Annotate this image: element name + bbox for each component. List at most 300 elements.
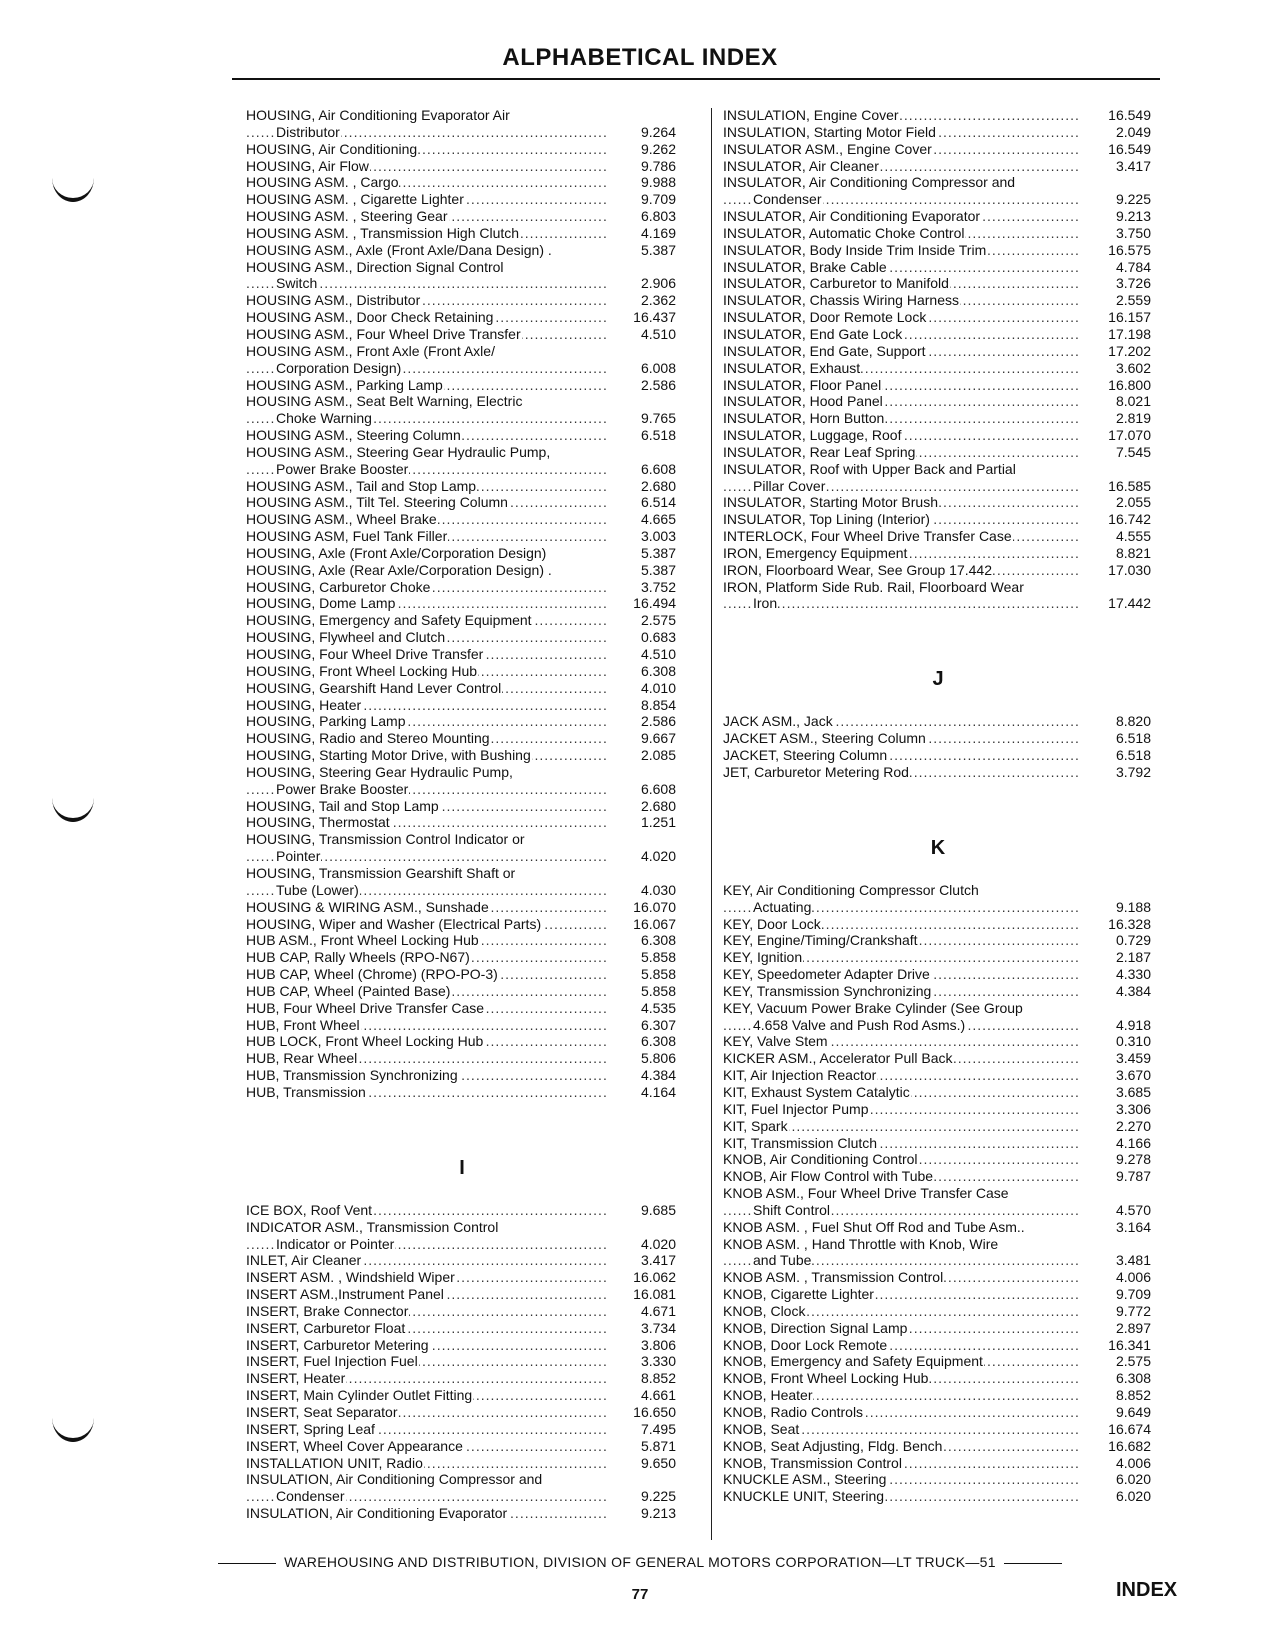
entry-text: HOUSING, Front Wheel Locking Hub xyxy=(246,662,478,679)
entry-page: 9.213 xyxy=(640,1505,676,1522)
index-entry xyxy=(246,899,678,916)
entry-text: KNOB, Air Flow Control with Tube xyxy=(723,1168,934,1185)
entry-page: 16.437 xyxy=(633,309,676,326)
entry-page: 16.081 xyxy=(633,1286,676,1303)
index-entry xyxy=(246,730,678,747)
index-entry xyxy=(246,747,678,764)
entry-page: 9.213 xyxy=(1115,208,1151,225)
index-entry xyxy=(723,932,1153,949)
entry-text: KNOB, Air Conditioning Control xyxy=(723,1151,918,1168)
entry-page: 6.514 xyxy=(640,494,676,511)
entry-text: KNOB, Heater xyxy=(723,1387,813,1404)
entry-page: 6.803 xyxy=(640,208,676,225)
index-entry xyxy=(246,478,678,495)
index-entry xyxy=(246,781,678,798)
entry-page: 3.417 xyxy=(1115,157,1151,174)
index-entry xyxy=(246,1455,678,1472)
entry-text: HUB, Rear Wheel xyxy=(246,1050,358,1067)
index-entry xyxy=(246,124,678,141)
entry-text: INSULATOR, Exhaust xyxy=(723,359,861,376)
entry-page: 4.384 xyxy=(1115,982,1151,999)
entry-page: 2.586 xyxy=(640,713,676,730)
index-entry xyxy=(246,343,678,360)
entry-page: 3.685 xyxy=(1115,1083,1151,1100)
entry-page: 16.070 xyxy=(633,898,676,915)
entry-page: 9.188 xyxy=(1115,898,1151,915)
entry-text: 4.658 Valve and Push Rod Asms.) xyxy=(753,1016,966,1033)
entry-text: HOUSING ASM., Wheel Brake xyxy=(246,511,437,528)
index-entry xyxy=(723,1101,1153,1118)
entry-text: HUB CAP, Wheel (Chrome) (RPO-PO-3) xyxy=(246,966,498,983)
index-entry xyxy=(246,697,678,714)
index-entry xyxy=(723,208,1153,225)
index-entry xyxy=(723,764,1153,781)
entry-text: HOUSING ASM. , Steering Gear xyxy=(246,208,448,225)
publisher-text: WAREHOUSING AND DISTRIBUTION, DIVISION OF GENERAL MOTORS CORPORATION—LT TRUCK—51 xyxy=(284,1554,996,1570)
index-entry xyxy=(723,562,1153,579)
entry-page: 16.067 xyxy=(633,915,676,932)
entry-text: INSERT, Wheel Cover Appearance xyxy=(246,1437,463,1454)
index-entry xyxy=(246,141,678,158)
entry-page: 9.787 xyxy=(1115,1168,1151,1185)
entry-text: HOUSING ASM., Parking Lamp xyxy=(246,376,443,393)
entry-text: INSERT, Main Cylinder Outlet Fitting xyxy=(246,1387,473,1404)
index-entry xyxy=(723,141,1153,158)
entry-text: KNOB, Clock xyxy=(723,1302,806,1319)
index-entry xyxy=(246,444,678,461)
entry-page: 3.481 xyxy=(1115,1252,1151,1269)
entry-text: JACKET, Steering Column xyxy=(723,747,888,764)
entry-page: 16.650 xyxy=(633,1403,676,1420)
entry-text: HOUSING ASM. , Transmission High Clutch xyxy=(246,224,520,241)
entry-page: 4.671 xyxy=(640,1302,676,1319)
entry-text: JACKET ASM., Steering Column xyxy=(723,730,926,747)
index-entry xyxy=(246,1370,678,1387)
entry-page: 5.387 xyxy=(640,241,676,258)
entry-text: HOUSING ASM., Seat Belt Warning, Electric xyxy=(246,393,523,410)
entry-text: KNOB ASM., Four Wheel Drive Transfer Case xyxy=(723,1185,1009,1202)
entry-page: 0.310 xyxy=(1115,1033,1151,1050)
entry-text: HOUSING, Steering Gear Hydraulic Pump, xyxy=(246,763,513,780)
entry-page: 8.852 xyxy=(640,1370,676,1387)
entry-text: KNOB ASM. , Hand Throttle with Knob, Wire xyxy=(723,1235,999,1252)
entry-text: HOUSING, Gearshift Hand Lever Control xyxy=(246,679,502,696)
page-title: ALPHABETICAL INDEX xyxy=(502,44,778,71)
entry-page: 2.085 xyxy=(640,747,676,764)
entry-text: KNOB, Emergency and Safety Equipment xyxy=(723,1353,983,1370)
entry-text: HOUSING ASM., Front Axle (Front Axle/ xyxy=(246,342,495,359)
entry-text: HOUSING, Air Conditioning xyxy=(246,140,418,157)
index-entry xyxy=(246,831,678,848)
index-entry xyxy=(246,966,678,983)
entry-text: HOUSING, Parking Lamp xyxy=(246,713,406,730)
index-entry xyxy=(723,1488,1153,1505)
entry-page: 3.726 xyxy=(1115,275,1151,292)
entry-text: INSULATOR, End Gate, Support xyxy=(723,342,926,359)
entry-page: 4.555 xyxy=(1115,528,1151,545)
index-entry xyxy=(246,1017,678,1034)
index-entry xyxy=(723,1202,1153,1219)
entry-page: 2.680 xyxy=(640,797,676,814)
index-entry xyxy=(246,663,678,680)
entry-page: 6.308 xyxy=(640,662,676,679)
index-entry xyxy=(246,1252,678,1269)
entry-text: INSULATOR, Top Lining (Interior) xyxy=(723,511,930,528)
entry-page: 2.049 xyxy=(1115,123,1151,140)
entry-page: 16.682 xyxy=(1108,1437,1151,1454)
entry-text: HOUSING, Transmission Control Indicator or xyxy=(246,831,525,848)
index-entry xyxy=(246,528,678,545)
entry-text: JET, Carburetor Metering Rod xyxy=(723,763,909,780)
index-entry xyxy=(723,1033,1153,1050)
entry-text: ICE BOX, Roof Vent xyxy=(246,1201,373,1218)
entry-text: INSERT, Carburetor Metering xyxy=(246,1336,429,1353)
entry-page: 4.535 xyxy=(640,999,676,1016)
index-entry xyxy=(723,1067,1153,1084)
entry-text: HOUSING ASM., Steering Gear Hydraulic Pump, xyxy=(246,443,551,460)
index-entry xyxy=(723,882,1153,899)
entry-text: INSULATION, Air Conditioning Evaporator xyxy=(246,1505,508,1522)
entry-page: 16.585 xyxy=(1108,477,1151,494)
entry-text: HOUSING ASM., Four Wheel Drive Transfer xyxy=(246,325,521,342)
entry-page: 5.387 xyxy=(640,544,676,561)
entry-page: 16.157 xyxy=(1108,309,1151,326)
index-list-j xyxy=(723,713,1153,780)
index-entry xyxy=(246,629,678,646)
entry-text: HOUSING, Radio and Stereo Mounting xyxy=(246,730,490,747)
entry-text: KEY, Vacuum Power Brake Cylinder (See Group xyxy=(723,999,1023,1016)
index-entry xyxy=(723,292,1153,309)
section-label: INDEX xyxy=(1116,1579,1178,1601)
index-entry xyxy=(246,393,678,410)
entry-text: Corporation Design) xyxy=(276,359,402,376)
index-entry xyxy=(246,882,678,899)
entry-text: KNUCKLE UNIT, Steering xyxy=(723,1488,885,1505)
entry-text: Iron xyxy=(753,595,778,612)
entry-text: INSERT ASM. , Windshield Wiper xyxy=(246,1269,455,1286)
entry-page: 4.510 xyxy=(640,325,676,342)
entry-text: KEY, Ignition xyxy=(723,949,803,966)
entry-page: 9.786 xyxy=(640,157,676,174)
index-entry xyxy=(723,1252,1153,1269)
entry-page: 17.070 xyxy=(1108,427,1151,444)
index-entry xyxy=(246,646,678,663)
entry-text: INSULATOR, Automatic Choke Control xyxy=(723,224,965,241)
index-entry xyxy=(723,461,1153,478)
index-entry xyxy=(246,1000,678,1017)
entry-text: KIT, Fuel Injector Pump xyxy=(723,1100,869,1117)
entry-text: Condenser xyxy=(753,191,822,208)
entry-page: 0.683 xyxy=(640,629,676,646)
index-entry xyxy=(723,1320,1153,1337)
entry-text: HOUSING, Wiper and Washer (Electrical Parts) xyxy=(246,915,542,932)
entry-page: 4.164 xyxy=(640,1083,676,1100)
entry-page: 4.020 xyxy=(640,1235,676,1252)
index-entry xyxy=(246,326,678,343)
entry-page: 6.518 xyxy=(640,427,676,444)
entry-page: 4.330 xyxy=(1115,966,1151,983)
entry-text: Switch xyxy=(276,275,318,292)
entry-page: 9.278 xyxy=(1115,1151,1151,1168)
index-entry xyxy=(723,393,1153,410)
index-entry xyxy=(246,1353,678,1370)
entry-text: INSERT, Heater xyxy=(246,1370,346,1387)
entry-page: 4.510 xyxy=(640,646,676,662)
entry-text: HOUSING, Starting Motor Drive, with Bushing xyxy=(246,747,531,764)
entry-page: 4.006 xyxy=(1115,1269,1151,1286)
entry-page: 17.442 xyxy=(1108,595,1151,612)
entry-text: INSERT ASM.,Instrument Panel xyxy=(246,1286,444,1303)
entry-page: 6.307 xyxy=(640,1016,676,1033)
binder-hole-mark-top xyxy=(52,178,94,202)
index-entry xyxy=(246,1505,678,1522)
entry-text: KNOB, Direction Signal Lamp xyxy=(723,1319,908,1336)
entry-page: 2.575 xyxy=(1115,1353,1151,1370)
index-entry xyxy=(246,292,678,309)
index-entry xyxy=(246,1084,678,1101)
index-entry xyxy=(723,158,1153,175)
entry-text: INSERT, Spring Leaf xyxy=(246,1420,375,1437)
index-entry xyxy=(246,427,678,444)
entry-text: INSULATOR, Horn Button xyxy=(723,410,885,427)
entry-page: 2.819 xyxy=(1115,410,1151,427)
entry-text: INSULATION, Engine Cover xyxy=(723,107,899,123)
entry-page: 4.166 xyxy=(1115,1134,1151,1151)
index-entry xyxy=(723,1421,1153,1438)
entry-text: Condenser xyxy=(276,1488,345,1505)
entry-page: 3.306 xyxy=(1115,1100,1151,1117)
entry-text: KEY, Door Lock xyxy=(723,915,821,932)
entry-text: INSULATOR, Chassis Wiring Harness xyxy=(723,292,959,309)
entry-text: and Tube xyxy=(753,1252,812,1269)
entry-page: 8.852 xyxy=(1115,1387,1151,1404)
entry-page: 4.169 xyxy=(640,224,676,241)
entry-page: 16.494 xyxy=(633,595,676,612)
entry-text: INSULATOR, End Gate Lock xyxy=(723,325,903,342)
entry-text: KNOB, Cigarette Lighter xyxy=(723,1286,874,1303)
entry-page: 16.674 xyxy=(1108,1420,1151,1437)
entry-text: HOUSING ASM. , Cigarette Lighter xyxy=(246,191,464,208)
index-entry xyxy=(723,1000,1153,1017)
entry-text: Actuating xyxy=(753,898,812,915)
index-entry xyxy=(246,1202,678,1219)
entry-text: KEY, Valve Stem xyxy=(723,1033,828,1050)
index-entry xyxy=(246,259,678,276)
index-entry xyxy=(723,983,1153,1000)
entry-text: KEY, Engine/Timing/Crankshaft xyxy=(723,932,918,949)
entry-page: 9.264 xyxy=(640,123,676,140)
index-entry xyxy=(246,983,678,1000)
entry-text: KIT, Transmission Clutch xyxy=(723,1134,878,1151)
index-entry xyxy=(723,916,1153,933)
entry-page: 6.020 xyxy=(1115,1488,1151,1505)
index-entry xyxy=(723,595,1153,612)
index-entry xyxy=(723,1337,1153,1354)
entry-page: 6.518 xyxy=(1115,747,1151,764)
index-entry xyxy=(246,949,678,966)
entry-text: INSULATOR, Floor Panel xyxy=(723,376,882,393)
index-entry xyxy=(723,730,1153,747)
entry-text: HOUSING ASM, Fuel Tank Filler xyxy=(246,528,448,545)
index-entry xyxy=(246,1320,678,1337)
index-entry xyxy=(246,1387,678,1404)
index-entry xyxy=(723,1084,1153,1101)
index-entry xyxy=(246,1067,678,1084)
entry-page: 4.918 xyxy=(1115,1016,1151,1033)
index-entry xyxy=(246,680,678,697)
entry-text: KNOB, Seat Adjusting, Fldg. Bench xyxy=(723,1437,943,1454)
entry-text: KNUCKLE ASM., Steering xyxy=(723,1471,887,1488)
entry-text: INSULATOR, Air Cleaner xyxy=(723,157,879,174)
index-entry xyxy=(723,1438,1153,1455)
entry-text: HOUSING ASM., Axle (Front Axle/Dana Design) . xyxy=(246,241,552,258)
entry-text: INSTALLATION UNIT, Radio xyxy=(246,1454,423,1471)
entry-page: 8.821 xyxy=(1115,544,1151,561)
entry-text: Power Brake Booster xyxy=(276,780,409,797)
entry-text: INSULATOR, Air Conditioning Evaporator xyxy=(723,208,981,225)
column-divider xyxy=(711,108,712,1540)
entry-text: KNOB, Radio Controls xyxy=(723,1404,864,1420)
entry-text: INSULATION, Air Conditioning Compressor and xyxy=(246,1471,543,1488)
index-entry xyxy=(246,764,678,781)
entry-text: HUB ASM., Front Wheel Locking Hub xyxy=(246,932,479,949)
entry-text: INSULATOR, Rear Leaf Spring xyxy=(723,443,916,460)
index-entry xyxy=(723,949,1153,966)
entry-page: 0.729 xyxy=(1115,932,1151,949)
entry-page: 2.575 xyxy=(640,612,676,629)
index-entry xyxy=(723,1151,1153,1168)
entry-page: 4.661 xyxy=(640,1387,676,1404)
entry-page: 9.709 xyxy=(640,191,676,208)
entry-text: HOUSING ASM., Door Check Retaining xyxy=(246,309,494,326)
entry-page: 8.820 xyxy=(1115,713,1151,730)
index-entry xyxy=(723,899,1153,916)
entry-page: 9.262 xyxy=(640,140,676,157)
entry-page: 3.750 xyxy=(1115,224,1151,241)
entry-text: Pillar Cover xyxy=(753,477,826,494)
entry-text: HOUSING, Air Conditioning Evaporator Air xyxy=(246,107,510,123)
index-entry xyxy=(246,1050,678,1067)
index-entry xyxy=(723,1404,1153,1421)
entry-text: KICKER ASM., Accelerator Pull Back xyxy=(723,1050,953,1067)
entry-text: HOUSING & WIRING ASM., Sunshade xyxy=(246,898,489,915)
right-column xyxy=(723,107,1153,1505)
entry-text: KEY, Speedometer Adapter Drive xyxy=(723,966,930,983)
entry-page: 4.020 xyxy=(640,848,676,865)
entry-page: 16.575 xyxy=(1108,241,1151,258)
entry-text: INSULATOR, Brake Cable xyxy=(723,258,887,275)
entry-text: KEY, Transmission Synchronizing xyxy=(723,982,932,999)
index-entry xyxy=(246,494,678,511)
entry-text: INTERLOCK, Four Wheel Drive Transfer Case xyxy=(723,528,1012,545)
index-entry xyxy=(246,848,678,865)
index-entry xyxy=(246,1471,678,1488)
entry-text: KNOB ASM. , Fuel Shut Off Rod and Tube Asm.. xyxy=(723,1218,1025,1235)
entry-page: 17.030 xyxy=(1108,561,1151,578)
index-entry xyxy=(246,579,678,596)
index-entry xyxy=(246,1404,678,1421)
entry-text: INLET, Air Cleaner xyxy=(246,1252,362,1269)
entry-text: INSULATOR, Hood Panel xyxy=(723,393,883,410)
entry-page: 3.806 xyxy=(640,1336,676,1353)
entry-text: HOUSING ASM., Steering Column xyxy=(246,427,461,444)
index-entry xyxy=(723,747,1153,764)
page-number: 77 xyxy=(631,1586,649,1603)
entry-text: HOUSING, Axle (Rear Axle/Corporation Design) . xyxy=(246,561,552,578)
entry-text: KNOB, Front Wheel Locking Hub xyxy=(723,1370,929,1387)
entry-text: Shift Control xyxy=(753,1201,831,1218)
index-entry xyxy=(246,916,678,933)
entry-text: INSULATOR, Door Remote Lock xyxy=(723,309,927,326)
entry-page: 5.806 xyxy=(640,1050,676,1067)
entry-text: HOUSING, Emergency and Safety Equipment xyxy=(246,612,532,629)
binder-hole-mark-middle xyxy=(52,798,94,822)
index-entry xyxy=(246,932,678,949)
entry-text: INSERT, Seat Separator xyxy=(246,1403,398,1420)
entry-page: 3.752 xyxy=(640,578,676,595)
entry-text: HOUSING, Tail and Stop Lamp xyxy=(246,797,439,814)
entry-page: 16.742 xyxy=(1108,511,1151,528)
index-entry xyxy=(246,545,678,562)
entry-page: 3.330 xyxy=(640,1353,676,1370)
index-entry xyxy=(246,377,678,394)
index-entry xyxy=(246,158,678,175)
entry-page: 6.308 xyxy=(640,1033,676,1050)
index-list-i xyxy=(246,1202,678,1522)
entry-page: 9.709 xyxy=(1115,1286,1151,1303)
entry-page: 9.667 xyxy=(640,730,676,747)
entry-page: 16.341 xyxy=(1108,1336,1151,1353)
entry-page: 6.308 xyxy=(1115,1370,1151,1387)
index-entry xyxy=(723,1118,1153,1135)
entry-page: 7.495 xyxy=(640,1420,676,1437)
index-entry xyxy=(723,1353,1153,1370)
entry-text: KNOB, Transmission Control xyxy=(723,1454,902,1471)
index-entry xyxy=(723,107,1153,124)
index-entry xyxy=(246,242,678,259)
entry-page: 9.772 xyxy=(1115,1302,1151,1319)
index-entry xyxy=(723,242,1153,259)
entry-text: INSULATION, Starting Motor Field xyxy=(723,123,936,140)
entry-page: 4.010 xyxy=(640,679,676,696)
entry-page: 4.665 xyxy=(640,511,676,528)
entry-page: 2.362 xyxy=(640,292,676,309)
entry-page: 5.858 xyxy=(640,982,676,999)
index-entry xyxy=(723,1455,1153,1472)
entry-text: Indicator or Pointer xyxy=(276,1235,395,1252)
entry-text: INSULATOR, Roof with Upper Back and Partial xyxy=(723,460,1016,477)
index-entry xyxy=(246,360,678,377)
index-entry xyxy=(723,713,1153,730)
index-entry xyxy=(723,1370,1153,1387)
entry-page: 17.202 xyxy=(1108,342,1151,359)
index-entry xyxy=(246,1337,678,1354)
entry-text: KNOB, Door Lock Remote xyxy=(723,1336,888,1353)
entry-text: INSULATOR, Air Conditioning Compressor and xyxy=(723,174,1016,191)
entry-text: HOUSING, Dome Lamp xyxy=(246,595,396,612)
index-entry xyxy=(246,208,678,225)
index-entry xyxy=(246,612,678,629)
index-entry xyxy=(723,966,1153,983)
entry-page: 8.021 xyxy=(1115,393,1151,410)
index-entry xyxy=(723,275,1153,292)
entry-page: 3.417 xyxy=(640,1252,676,1269)
entry-page: 5.387 xyxy=(640,561,676,578)
entry-text: HUB, Transmission Synchronizing xyxy=(246,1067,458,1084)
index-entry xyxy=(246,1033,678,1050)
index-entry xyxy=(723,1168,1153,1185)
index-entry xyxy=(723,511,1153,528)
